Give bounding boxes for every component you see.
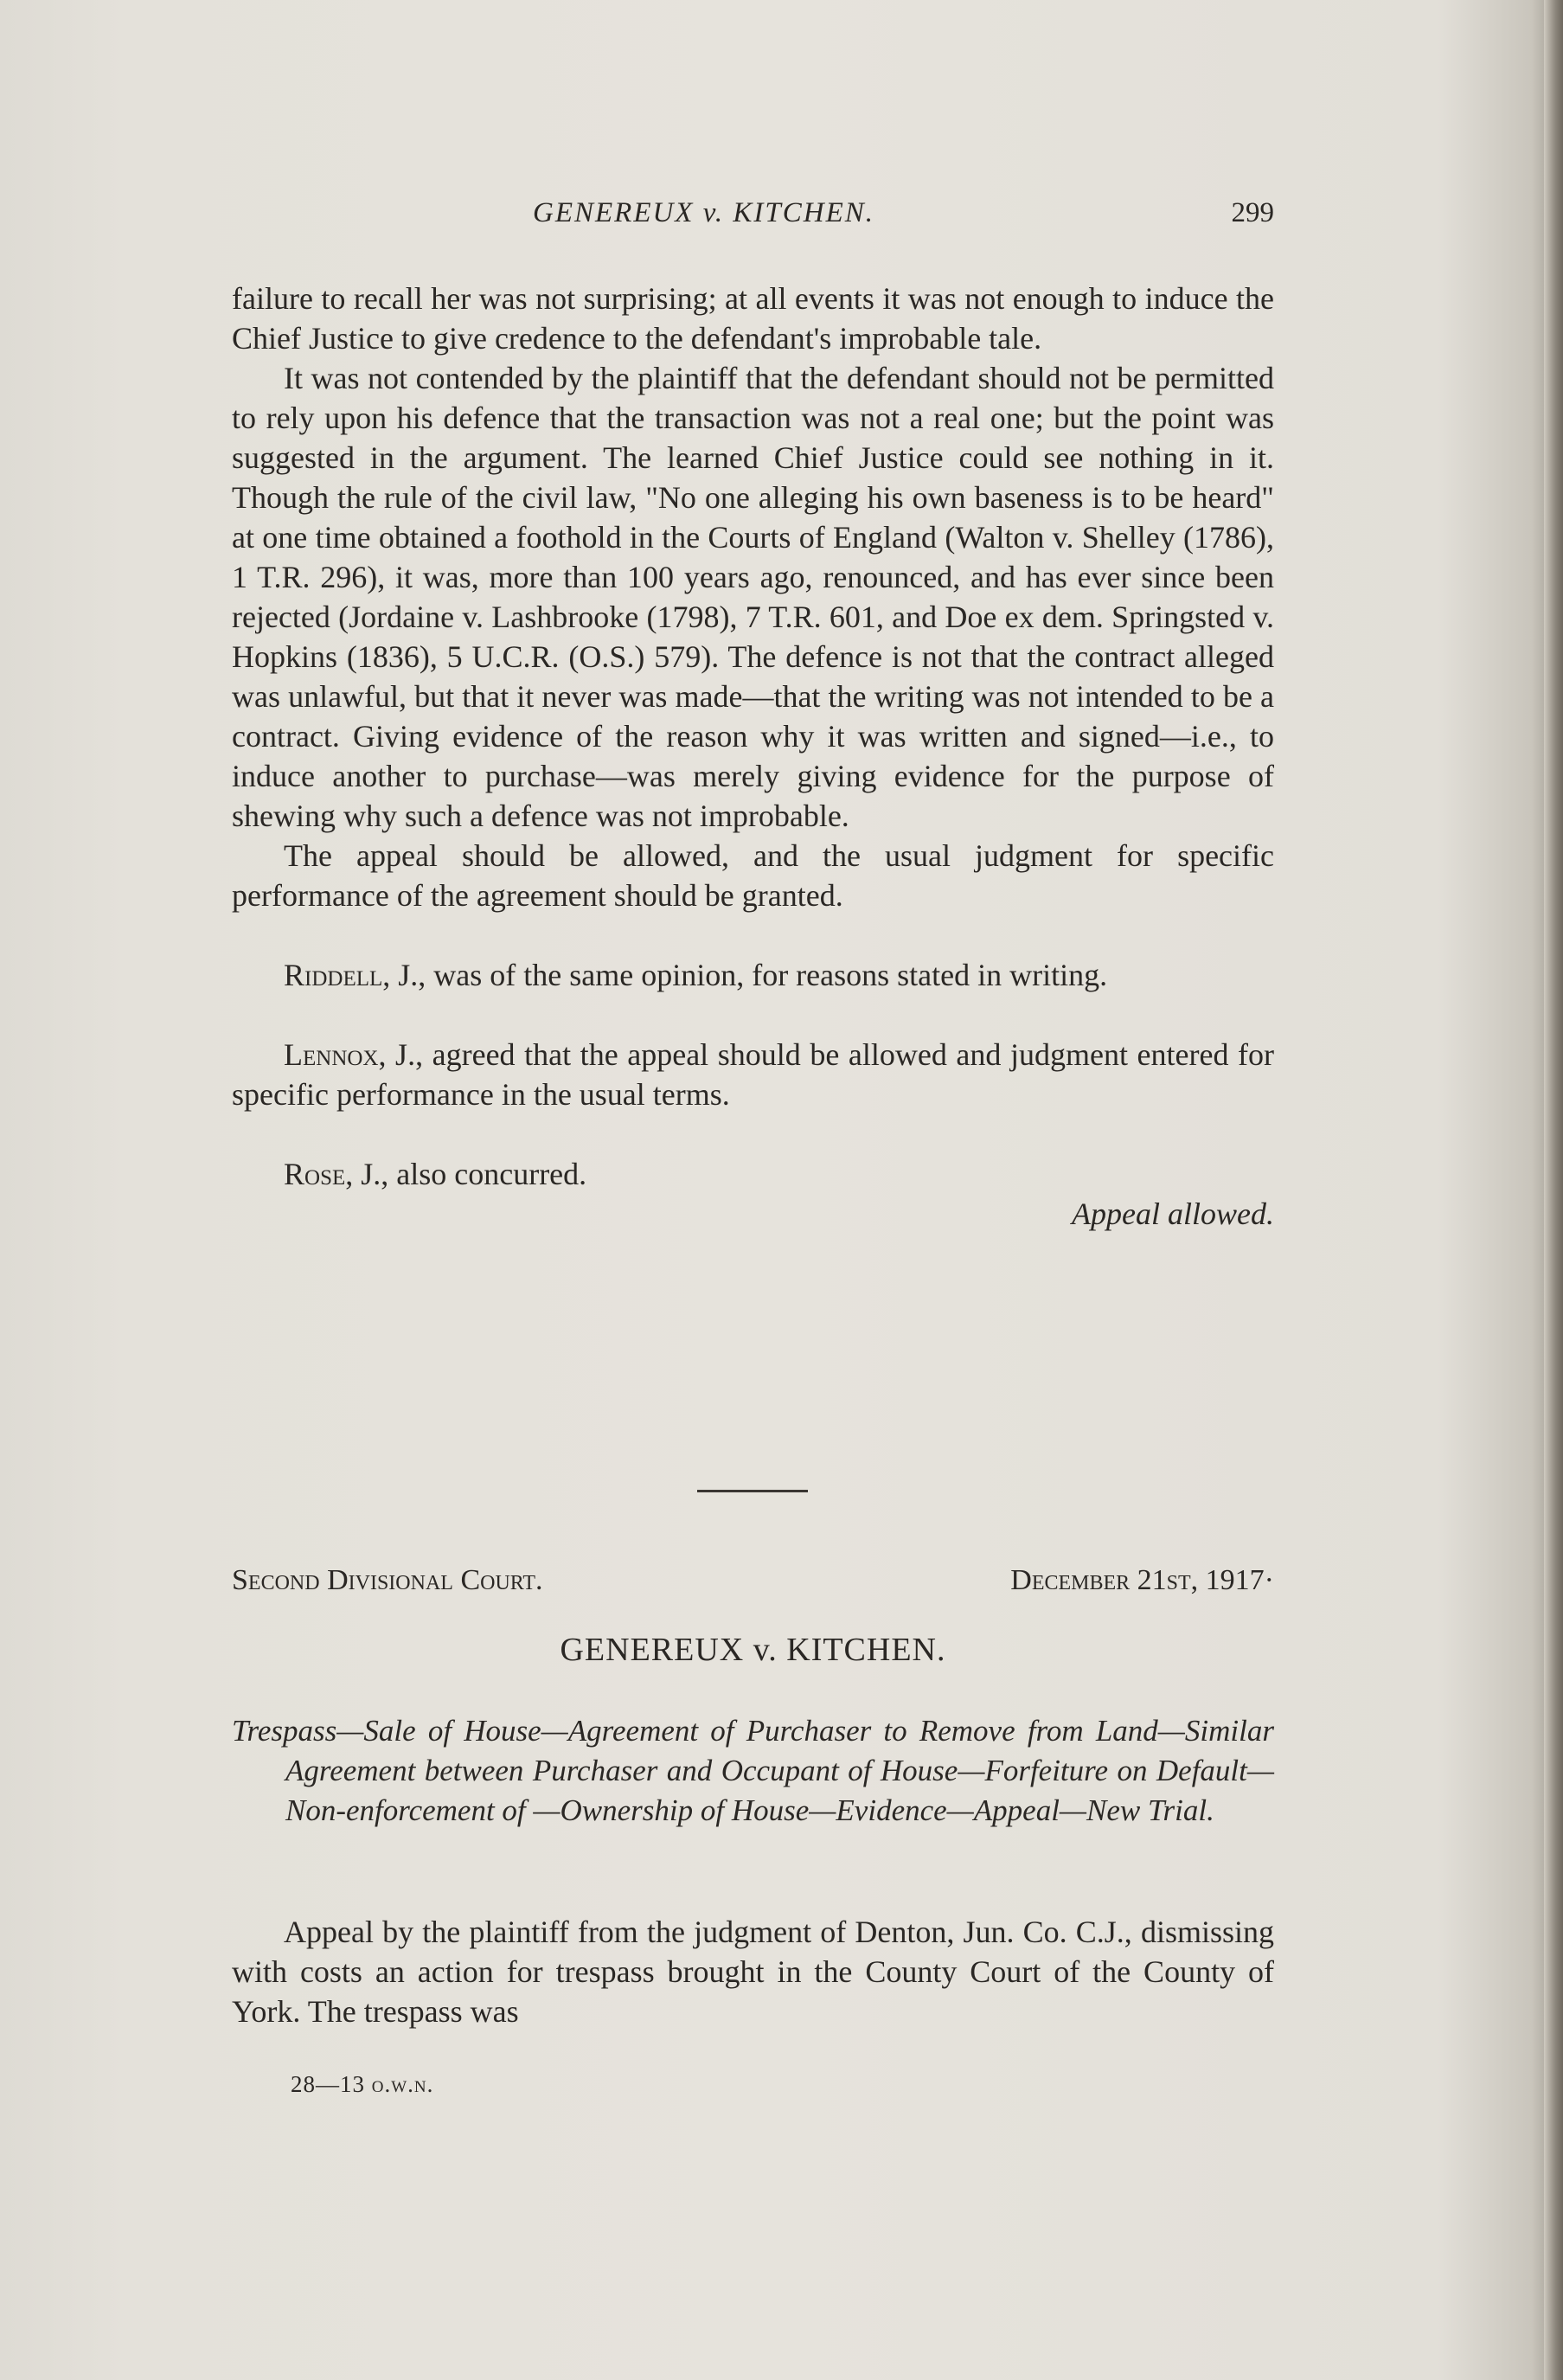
printer-signature [291, 2071, 433, 2098]
court-name: Second Divisional Court. [232, 1564, 543, 1596]
judge-name-riddell: Riddell [284, 958, 383, 992]
judgment-result: Appeal allowed. [1072, 1196, 1274, 1231]
paragraph-continued: failure to recall her was not surprising; at all events it was not enough to induce the Chief Justice to give credence to the defendant's improbable tale. [232, 281, 1274, 356]
case-title: GENEREUX v. KITCHEN. [560, 1632, 946, 1668]
running-head [232, 197, 1274, 241]
paragraph-civil-law: It was not contended by the plaintiff that the defendant should not be permitted to rely upon his defence that the transaction was not a real one; but the point was suggested in the argument. The learned Chief Justice could see nothing in it. Though the rule of the civil law, "No one alleging his own baseness is to be heard" at one time obtained a foothold in the Courts of England (Walton v. Shelley (1786), 1 T.R. 296), it was, more than 100 years ago, renounced, and has ever since been rejected (Jordaine v. Lashbrooke (1798), 7 T.R. 601, and Doe ex dem. Springsted v. Hopkins (1836), 5 U.C.R. (O.S.) 579). The defence is not that the contract alleged was unlawful, but that it never was made—that the writing was not intended to be a contract. Giving evidence of the reason why it was written and signed—i.e., to induce another to purchase—was merely giving evidence for the purpose of shewing why such a defence was not improbable. [232, 361, 1274, 833]
paragraph-conclusion: The appeal should be allowed, and the usual judgment for specific performance of the agreement should be granted. [232, 838, 1274, 913]
section-divider [697, 1490, 808, 1492]
court-date: December 21st, 1917· [1010, 1564, 1274, 1596]
page-number: 299 [1231, 197, 1274, 228]
signature-number: 28—13 [291, 2071, 372, 2097]
paragraph-rose [232, 1154, 1274, 1194]
signature-abbr: o.w.n. [371, 2071, 434, 2097]
body-text [232, 279, 1274, 1234]
running-title: GENEREUX v. KITCHEN. [533, 197, 875, 228]
headnote-text: Trespass—Sale of House—Agreement of Purchaser to Remove from Land—Similar Agreement between Purchaser and Occupant of House—Forfeiture on Default—Non-enforcement of —Ownership of House—Evidence—Appeal—New Trial. [232, 1714, 1274, 1827]
appeal-text: Appeal by the plaintiff from the judgment of Denton, Jun. Co. C.J., dismissing with costs an action for trespass brought in the County Court of the County of York. The trespass was [232, 1915, 1274, 2029]
appeal-paragraph [232, 1912, 1274, 2031]
page-edge-shadow [1544, 0, 1563, 2380]
paragraph-riddell [232, 955, 1274, 995]
headnote [232, 1711, 1274, 1831]
lennox-opinion: , J., agreed that the appeal should be allowed and judgment entered for specific performance in the usual terms. [232, 1037, 1274, 1112]
judge-name-lennox: Lennox [284, 1037, 379, 1072]
judge-name-rose: Rose [284, 1157, 346, 1191]
paragraph-lennox [232, 1035, 1274, 1114]
rose-opinion: , J., also concurred. [345, 1157, 587, 1191]
riddell-opinion: , J., was of the same opinion, for reasons stated in writing. [382, 958, 1108, 992]
